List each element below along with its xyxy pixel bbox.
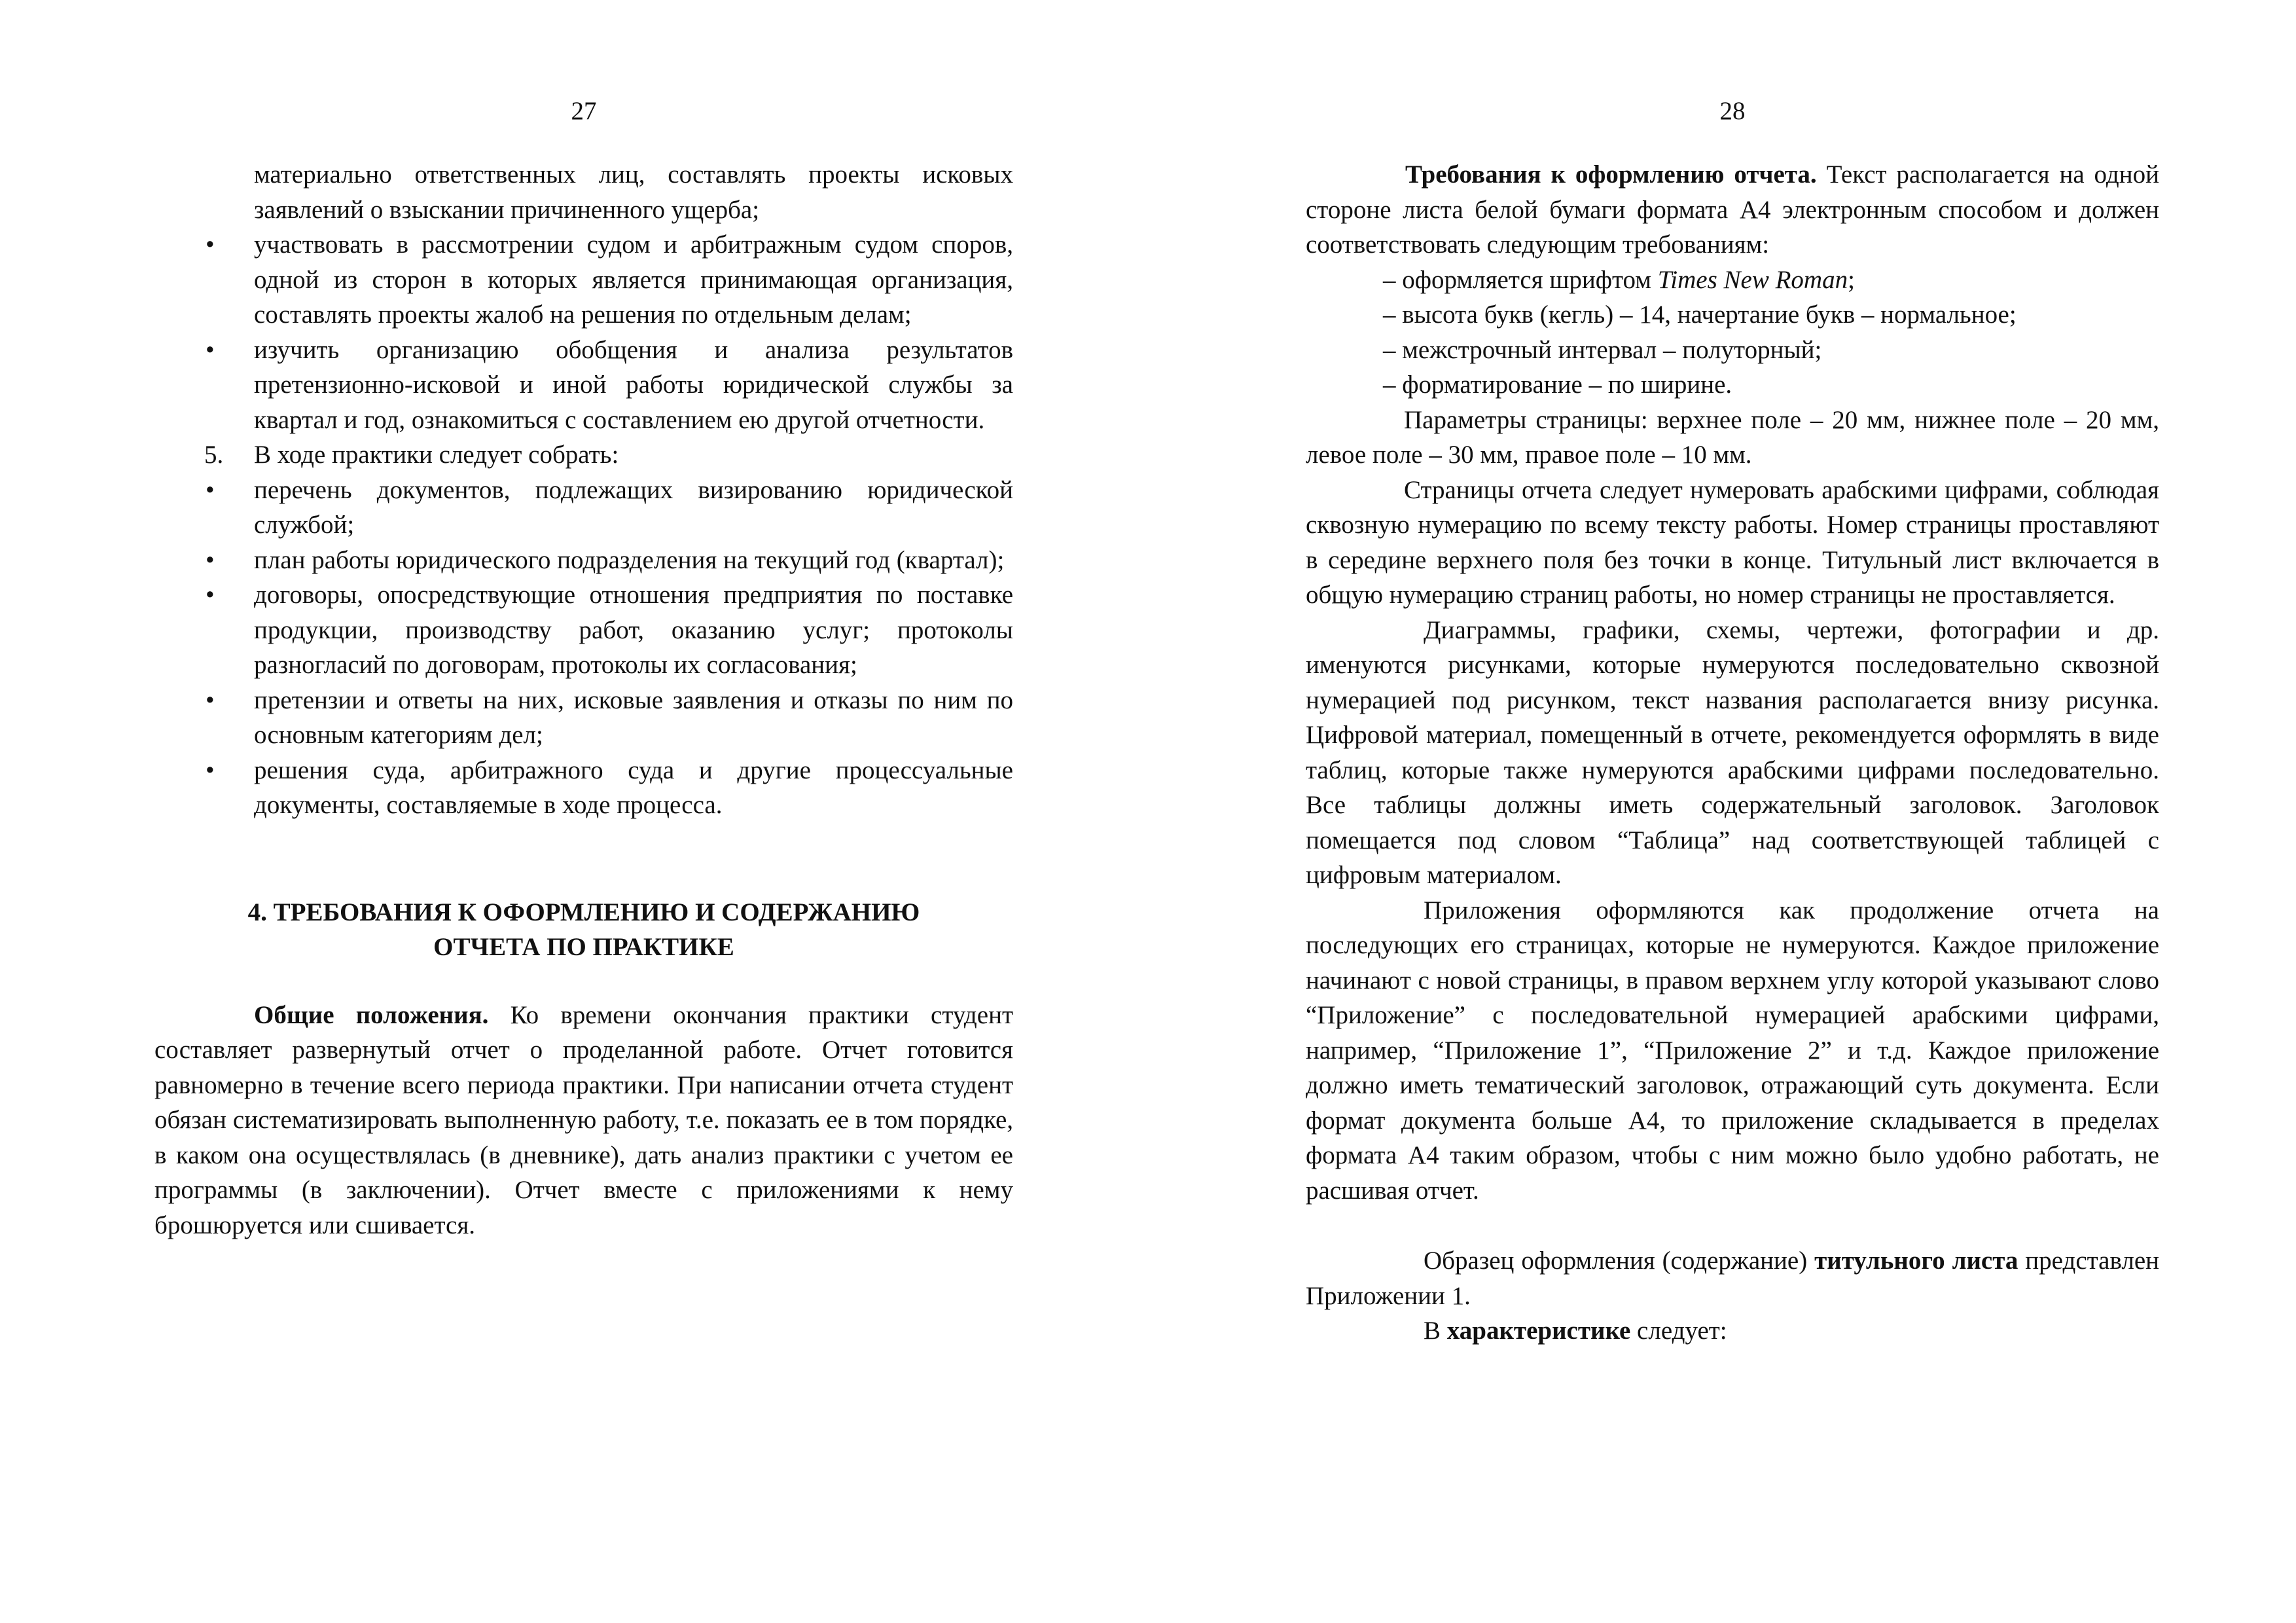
bullet-icon: • [206, 581, 215, 609]
bullet-list-a [154, 157, 1013, 823]
requirement-item: – форматирование – по ширине. [1383, 371, 1732, 399]
list-item [154, 683, 1013, 753]
page-left [154, 0, 1013, 1623]
page-number: 28 [1719, 97, 1746, 125]
bullet-icon: • [206, 475, 215, 504]
general-paragraph [154, 998, 1013, 1243]
requirements-paragraph [1306, 157, 2159, 263]
requirement-item [1306, 263, 2159, 298]
list-item [154, 753, 1013, 823]
sample-bold: титульного листа [1814, 1247, 2018, 1275]
list-item-text: претензии и ответы на них, исковые заявления и отказы по ним по основным категориям дел; [254, 685, 1013, 749]
list-item [154, 577, 1013, 683]
characteristic-suffix: следует: [1630, 1317, 1727, 1345]
requirements-title: Требования к оформлению отчета. [1405, 160, 1817, 189]
bullet-icon: • [206, 685, 215, 714]
list-item [154, 227, 1013, 333]
item-number: 5. [204, 441, 224, 469]
sample-suffix: представлен Приложении 1. [1306, 1247, 2159, 1310]
requirement-text: – оформляется шрифтом [1383, 265, 1658, 294]
requirement-item: – межстрочный интервал – полуторный; [1383, 335, 1822, 364]
requirement-suffix: ; [1848, 265, 1855, 294]
list-item-continued: материально ответственных лиц, составлять проекты исковых заявлений о взыскании причиненного ущерба; [254, 160, 1013, 224]
appendices-paragraph: Приложения оформляются как продолжение отчета на последующих его страницах, которые не нумеруются. Каждое приложение начинают с новой страницы, в правом верхнем углу которой указывают слово “Приложение” с последовательной нумерацией арабскими цифрами, например, “Приложение 1”, “Приложение 2” и т.д. Каждое приложение должно иметь тематический заголовок, отражающий суть документа. Если формат документа больше А4, то приложение складывается в пределах формата А4 таким образом, чтобы с ним можно было удобно работать, не расшивая отчет. [1306, 896, 2159, 1205]
list-item-text: план работы юридического подразделения на текущий год (квартал); [254, 545, 1005, 574]
characteristic-prefix: В [1424, 1317, 1447, 1345]
requirement-item: – высота букв (кегль) – 14, начертание букв – нормальное; [1383, 301, 2017, 329]
bullet-icon: • [206, 335, 215, 364]
section-heading-line1: 4. ТРЕБОВАНИЯ К ОФОРМЛЕНИЮ И СОДЕРЖАНИЮ [247, 898, 920, 926]
bullet-icon: • [206, 756, 215, 784]
list-item [154, 473, 1013, 543]
section-heading [154, 895, 1013, 965]
font-name: Times New Roman [1657, 265, 1848, 294]
characteristic-bold: характеристике [1446, 1317, 1631, 1345]
page-params-paragraph: Параметры страницы: верхнее поле – 20 мм, нижнее поле – 20 мм, левое поле – 30 мм, правое поле – 10 мм. [1306, 405, 2159, 469]
sample-text: Образец оформления (содержание) [1424, 1247, 1815, 1275]
general-title: Общие положения. [254, 1000, 489, 1029]
list-item-text: договоры, опосредствующие отношения предприятия по поставке продукции, производству работ, оказанию услуг; протоколы разногласий по договорам, протоколы их согласования; [254, 581, 1013, 679]
page-content [1306, 157, 2159, 1349]
bullet-icon: • [206, 545, 215, 574]
numbering-paragraph: Страницы отчета следует нумеровать арабскими цифрами, соблюдая сквозную нумерацию по всему тексту работы. Номер страницы проставляют в середине верхнего поля без точки в конце. Титульный лист включается в общую нумерацию страниц работы, но номер страницы не проставляется. [1306, 475, 2159, 609]
list-item-text: изучить организацию обобщения и анализа результатов претензионно-исковой и иной работы юридической службы за квартал и год, ознакомиться с составлением ею другой отчетности. [254, 335, 1013, 434]
figures-paragraph: Диаграммы, графики, схемы, чертежи, фотографии и др. именуются рисунками, которые нумеруются последовательно сквозной нумерацией под рисунком, текст названия располагается внизу рисунка. Цифровой материал, помещенный в отчете, рекомендуется оформлять в виде таблиц, которые также нумеруются арабскими цифрами последовательно. Все таблицы должны иметь содержательный заголовок. Заголовок помещается под словом “Таблица” над соответствующей таблицей с цифровым материалом. [1306, 615, 2159, 889]
page-right [1306, 0, 2159, 1623]
numbered-item [154, 437, 1013, 473]
general-text: Ко времени окончания практики студент составляет развернутый отчет о проделанной работе. Отчет готовится равномерно в течение всего периода практики. При написании отчета студент обязан систематизировать выполненную работу, т.е. показать ее в том порядке, в каком она осуществлялась (в дневнике), дать анализ практики с учетом ее программы (в заключении). Отчет вместе с приложениями к нему брошюруется или сшивается. [154, 1000, 1013, 1239]
page-number: 27 [571, 97, 597, 125]
numbered-item-text: В ходе практики следует собрать: [254, 441, 619, 469]
list-item-text: перечень документов, подлежащих визированию юридической службой; [254, 475, 1013, 539]
bullet-icon: • [206, 230, 215, 259]
list-item [154, 543, 1013, 578]
sample-paragraph [1306, 1243, 2159, 1313]
requirements-text: Текст располагается на одной стороне листа белой бумаги формата А4 электронным способом и должен соответствовать следующим требованиям: [1306, 160, 2159, 259]
characteristic-paragraph [1306, 1313, 2159, 1349]
list-item-text: участвовать в рассмотрении судом и арбитражным судом споров, одной из сторон в которых является принимающая организация, составлять проекты жалоб на решения по отдельным делам; [254, 230, 1013, 329]
page-content [154, 157, 1013, 1243]
section-heading-line2: ОТЧЕТА ПО ПРАКТИКЕ [433, 933, 734, 961]
spacer [1306, 1208, 2159, 1243]
list-item-text: решения суда, арбитражного суда и другие процессуальные документы, составляемые в ходе процесса. [254, 756, 1013, 819]
list-item [154, 333, 1013, 438]
